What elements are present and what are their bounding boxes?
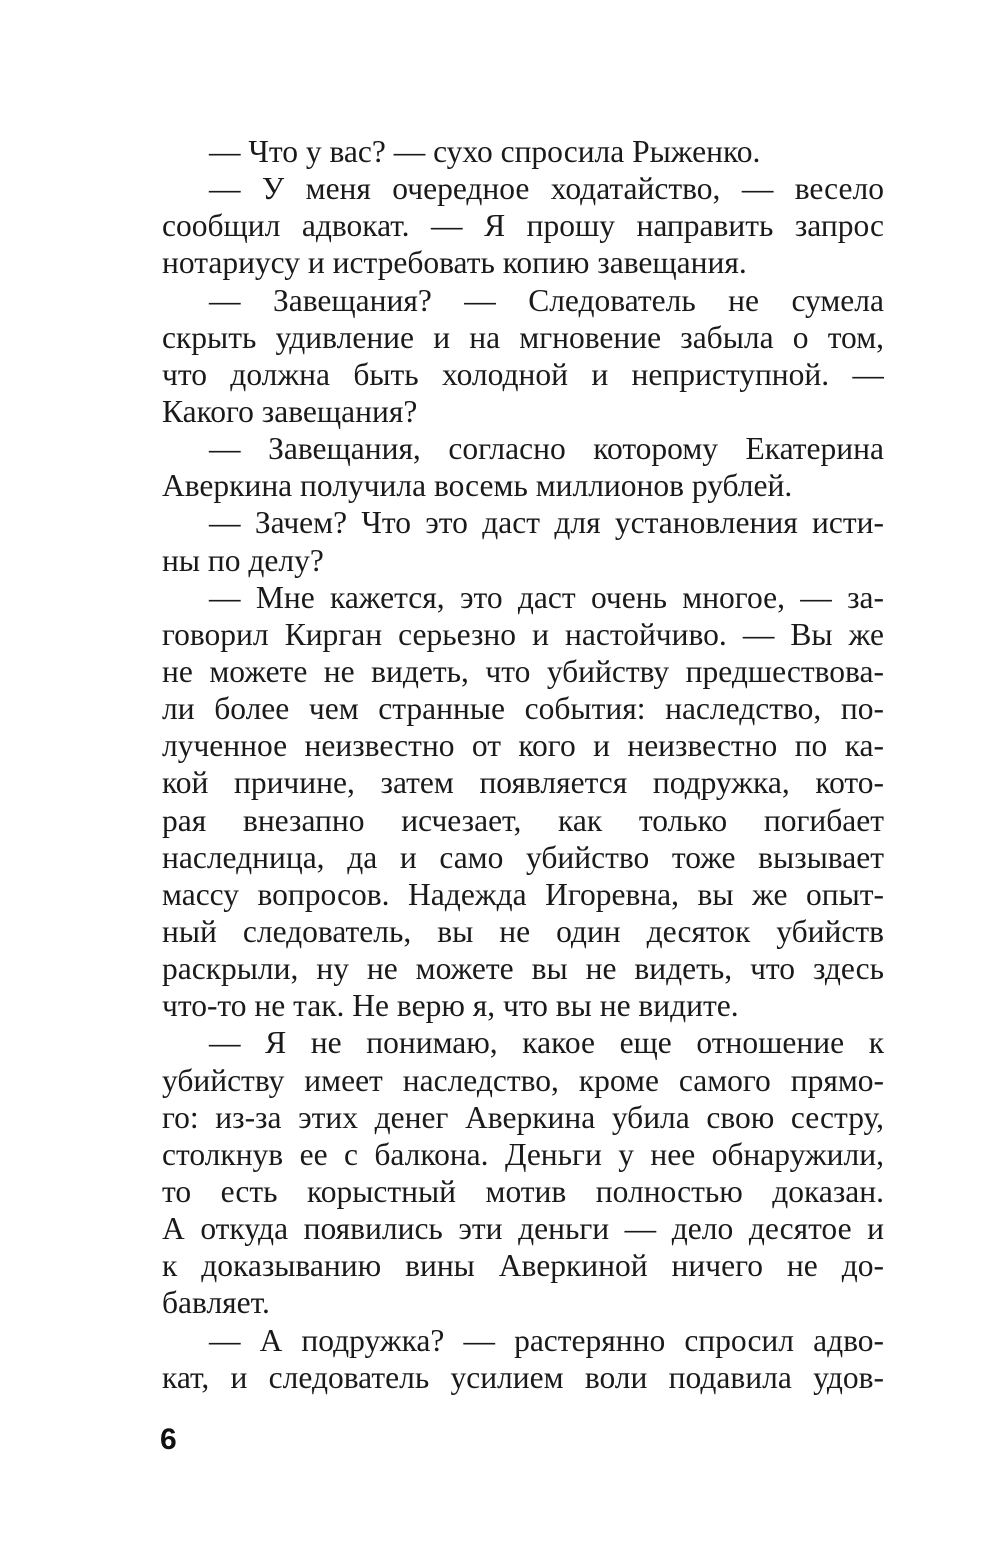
paragraph	[162, 282, 884, 431]
text-line: А откуда появились эти деньги — дело десятое и	[162, 1211, 884, 1247]
text-line: раскрыли, ну не можете вы не видеть, что здесь	[162, 951, 884, 987]
paragraph	[162, 504, 884, 578]
text-line: что-то не так. Не верю я, что вы не видите.	[162, 988, 739, 1024]
text-line: — Завещания? — Следователь не сумела	[209, 282, 884, 318]
paragraph	[162, 170, 884, 281]
text-line: массу вопросов. Надежда Игоревна, вы же опыт-	[162, 876, 884, 912]
text-line: бавляет.	[162, 1285, 270, 1321]
text-line: не можете не видеть, что убийству предшествова-	[162, 653, 884, 689]
text-line: что должна быть холодной и неприступной. —	[162, 356, 884, 392]
text-line: — Я не понимаю, какое еще отношение к	[209, 1025, 884, 1061]
text-line: кат, и следователь усилием воли подавила удов-	[162, 1359, 884, 1395]
paragraph	[162, 1024, 884, 1321]
paragraph	[162, 133, 884, 170]
text-line: го: из-за этих денег Аверкина убила свою сестру,	[162, 1099, 884, 1135]
text-line: — Завещания, согласно которому Екатерина	[209, 431, 884, 467]
text-line: — Зачем? Что это даст для установления исти-	[209, 505, 884, 541]
text-line: говорил Кирган серьезно и настойчиво. — Вы же	[162, 616, 884, 652]
text-line: Какого завещания?	[162, 393, 418, 429]
text-line: лученное неизвестно от кого и неизвестно по ка-	[162, 728, 884, 764]
text-line: ный следователь, вы не один десяток убийств	[162, 913, 884, 949]
text-line: убийству имеет наследство, кроме самого прямо-	[162, 1062, 884, 1098]
text-line: — А подружка? — растерянно спросил адво-	[209, 1322, 884, 1358]
text-line: кой причине, затем появляется подружка, кото-	[162, 765, 884, 801]
text-line: рая внезапно исчезает, как только погибает	[162, 802, 884, 838]
text-line: Аверкина получила восемь миллионов рублей.	[162, 468, 793, 504]
text-line: — У меня очередное ходатайство, — весело	[209, 171, 884, 207]
text-line: сообщил адвокат. — Я прошу направить запрос	[162, 208, 884, 244]
text-line: — Мне кажется, это даст очень многое, — за-	[209, 579, 884, 615]
text-line: то есть корыстный мотив полностью доказан.	[162, 1173, 884, 1209]
text-line: нотариусу и истребовать копию завещания.	[162, 245, 747, 281]
text-line: наследница, да и само убийство тоже вызывает	[162, 839, 884, 875]
text-line: столкнув ее с балкона. Деньги у нее обнаружили,	[162, 1136, 884, 1172]
page-text	[162, 133, 884, 1396]
paragraph	[162, 1322, 884, 1396]
text-line: ли более чем странные события: наследство, по-	[162, 691, 884, 727]
text-line: — Что у вас? — сухо спросила Рыженко.	[209, 134, 761, 169]
text-line: к доказыванию вины Аверкиной ничего не до-	[162, 1248, 884, 1284]
page-number: 6	[160, 1423, 177, 1456]
text-line: скрыть удивление и на мгновение забыла о том,	[162, 319, 884, 355]
paragraph	[162, 430, 884, 504]
paragraph	[162, 579, 884, 1025]
text-line: ны по делу?	[162, 542, 324, 578]
